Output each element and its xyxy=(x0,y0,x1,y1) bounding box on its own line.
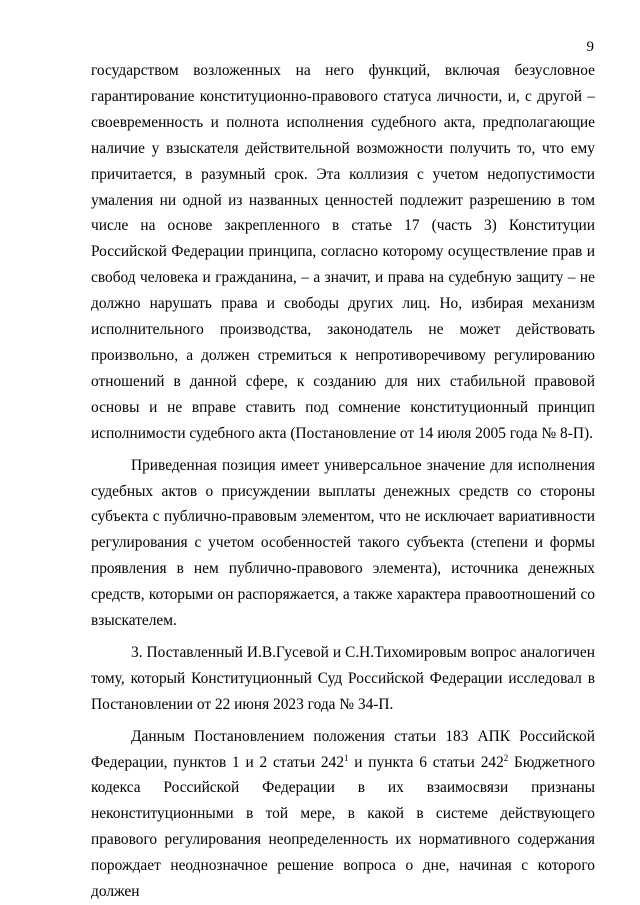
superscript-1: 1 xyxy=(344,752,349,763)
paragraph-3: 3. Поставленный И.В.Гусевой и С.Н.Тихомировым вопрос аналогичен тому, который Конституционный Суд Российской Федерации исследовал в Постановлении от 22 июня 2023 года № 34-П. xyxy=(91,643,595,713)
paragraph-1: государством возложенных на него функций, включая безусловное гарантирование конституционно-правового статуса личности, и, с другой – своевременность и полнота исполнения судебного акта, предполагающие наличие у взыскателя действительной возможности получить то, что ему причитается, в разумный срок. Эта коллизия с учетом недопустимости умаления ни одной из названных ценностей подлежит разрешению в том числе на основе закрепленного в статье 17 (часть 3) Конституции Российской Федерации принципа, согласно которому осуществление прав и свобод человека и гражданина, – а значит, и права на судебную защиту – не должно нарушать права и свободы других лиц. Но, избирая механизм исполнительного производства, законодатель не может действовать произвольно, а должен стремиться к непротиворечивому регулированию отношений в данной сфере, к созданию для них стабильной правовой основы и не вправе ставить под сомнение конституционный принцип исполнимости судебного акта (Постановление от 14 июля 2005 года № 8-П). xyxy=(91,62,595,442)
paragraph-4-part-2: и пункта 6 статьи 242 xyxy=(348,753,504,771)
paragraph-4-part-1: Данным Постановлением положения статьи 183 АПК Российской Федерации, пунктов 1 и 2 статьи 242 xyxy=(91,727,595,771)
paragraph-2: Приведенная позиция имеет универсальное значение для исполнения судебных актов о присуждении выплаты денежных средств со стороны субъекта с публично-правовым элементом, что не исключает вариативности регулирования с учетом особенностей такого субъекта (степени и формы проявления в нем публично-правового элемента), источника денежных средств, которыми он распоряжается, а также характера правоотношений со взыскателем. xyxy=(91,456,595,630)
paragraph-4 xyxy=(91,724,595,905)
superscript-2: 2 xyxy=(503,752,509,763)
document-body xyxy=(91,58,595,905)
paragraph-4-part-3: Бюджетного кодекса Российской Федерации в их взаимосвязи признаны неконституционными в той мере, в какой в системе действующего правового регулирования неопределенность их нормативного содержания порождает неоднозначное решение вопроса о дне, начиная с которого должен xyxy=(91,753,595,901)
page-number: 9 xyxy=(586,39,594,55)
